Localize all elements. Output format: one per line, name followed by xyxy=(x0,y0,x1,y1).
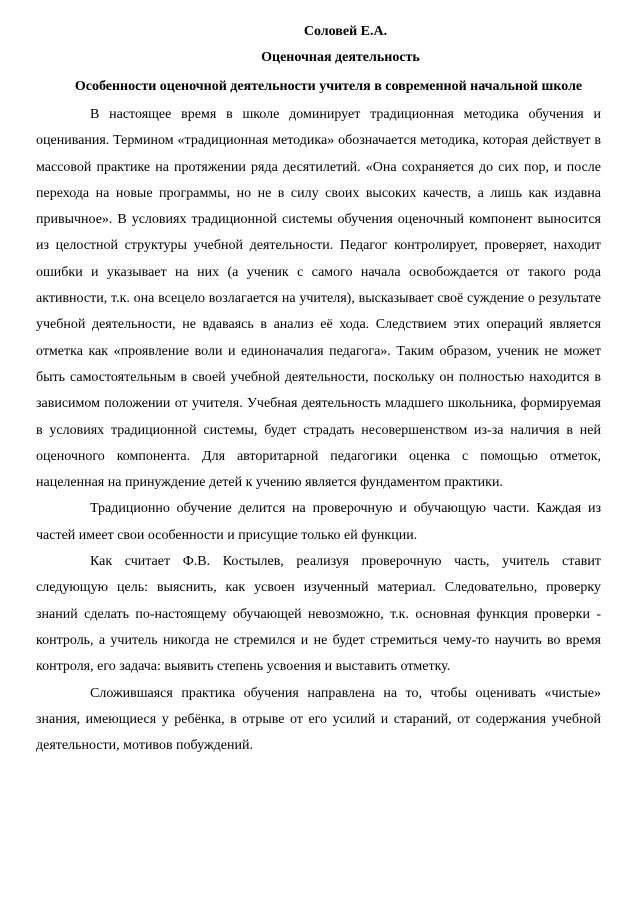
body-paragraph: В настоящее время в школе доминирует традиционная методика обучения и оценивания. Термином «традиционная методика» обозначается методика, которая действует в массовой практике на протяжении ряда десятилетий. «Она сохраняется до сих пор, и после перехода на новые программы, но не в силу своих высоких качеств, а лишь как издавна привычное». В условиях традиционной системы обучения оценочный компонент выносится из целостной структуры учебной деятельности. Педагог контролирует, проверяет, находит ошибки и указывает на них (а ученик с самого начала освобождается от такого рода активности, т.к. она всецело возлагается на учителя), высказывает своё суждение о результате учебной деятельности, не вдаваясь в анализ её хода. Следствием этих операций является отметка как «проявление воли и единоначалия педагога». Таким образом, ученик не может быть самостоятельным в своей учебной деятельности, поскольку он полностью находится в зависимом положении от учителя. Учебная деятельность младшего школьника, формируемая в условиях традиционной системы, будет страдать несовершенством из-за наличия в ней оценочного компонента. Для авторитарной педагогики оценка с помощью отметок, нацеленная на принуждение детей к учению является фундаментом практики. xyxy=(36,107,601,491)
document-page xyxy=(36,22,601,759)
body-paragraph: Традиционно обучение делится на проверочную и обучающую части. Каждая из частей имеет свои особенности и присущие только ей функции. xyxy=(36,501,601,543)
author-name: Соловей Е.А. xyxy=(303,24,388,39)
topic-heading: Оценочная деятельность xyxy=(261,50,420,65)
body-paragraph: Как считает Ф.В. Костылев, реализуя проверочную часть, учитель ставит следующую цель: выяснить, как усвоен изученный материал. Следовательно, проверку знаний сделать по-настоящему обучающей невозможно, т.к. основная функция проверки - контроль, а учитель никогда не стремился и не будет стремиться чему-то научить во время контроля, его задача: выявить степень усвоения и выставить отметку. xyxy=(36,554,601,675)
article-title: Особенности оценочной деятельности учителя в современной начальной школе xyxy=(74,79,583,94)
body-paragraph: Сложившаяся практика обучения направлена на то, чтобы оценивать «чистые» знания, имеющиеся у ребёнка, в отрыве от его усилий и стараний, от содержания учебной деятельности, мотивов побуждений. xyxy=(36,685,601,754)
